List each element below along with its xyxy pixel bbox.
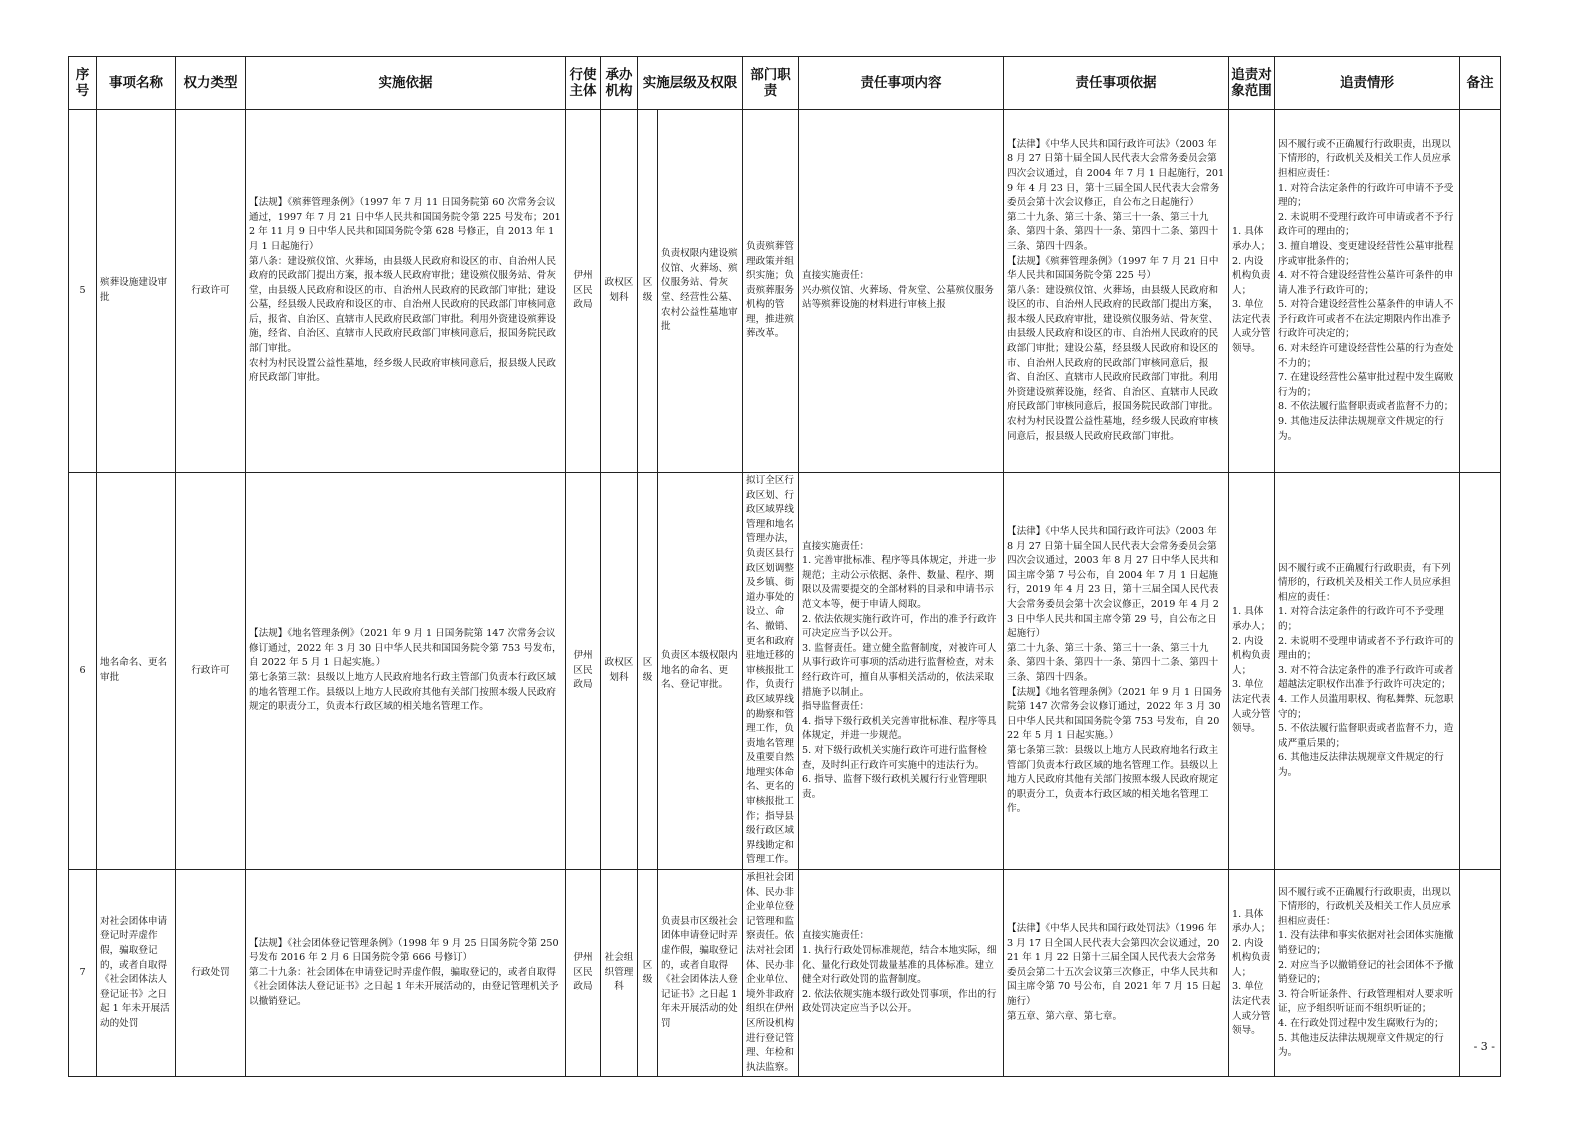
cell-scope: 1. 具体承办人； 2. 内设机构负责人； 3. 单位法定代表人或分管领导。 — [1229, 473, 1275, 870]
cell-level: 区级 — [638, 473, 658, 870]
table-row — [69, 110, 1501, 473]
cell-duty: 承担社会团体、民办非企业单位登记管理和监察责任。依法对社会团体、民办非企业单位、境外非政府组织在伊州区所设机构进行登记管理、年检和执法监察。 — [743, 870, 799, 1077]
cell-level: 区级 — [638, 870, 658, 1077]
cell-content: 直接实施责任： 兴办殡仪馆、火葬场、骨灰堂、公墓殡仪服务站等殡葬设施的材料进行审核上报 — [799, 110, 1004, 473]
cell-agency: 政权区划科 — [601, 473, 638, 870]
cell-situation: 因不履行或不正确履行行政职责，出现以下情形的，行政机关及相关工作人员应承担相应责任： 1. 对符合法定条件的行政许可申请不予受理的； 2. 未说明不受理行政许可申请或者不予行政许可的理由的； 3. 擅自增设、变更建设经营性公墓审批程序或审批条件的； 4. 对不符合建设经营性公墓许可条件的申请人准予行政许可的； 5. 对符合建设经营性公墓条件的申请人不予行政许可或者不在法定期限内作出准予行政许可决定的； 6. 对未经许可建设经营性公墓的行为查处不力的； 7. 在建设经营性公墓审批过程中发生腐败行为的； 8. 不依法履行监督职责或者监督不力的； 9. 其他违反法律法规规章文件规定的行为。 — [1275, 110, 1460, 473]
cell-level: 区级 — [638, 110, 658, 473]
cell-level-detail: 负责区本级权限内地名的命名、更名、登记审批。 — [658, 473, 743, 870]
cell-no: 6 — [69, 473, 97, 870]
cell-scope: 1. 具体承办人； 2. 内设机构负责人； 3. 单位法定代表人或分管领导。 — [1229, 110, 1275, 473]
cell-basis: 【法规】《地名管理条例》（2021 年 9 月 1 日国务院第 147 次常务会议修订通过，2022 年 3 月 30 日中华人民共和国国务院令第 753 号发布，自 2022 年 5 月 1 日起实施。） 第七条第三款：县级以上地方人民政府地名行政主管部门负责本行政区域的地名管理工作。县级以上地方人民政府其他有关部门按照本级人民政府规定的职责分工，负责本行政区域的相关地名管理工作。 — [246, 473, 566, 870]
header-resp-basis: 责任事项依据 — [1004, 57, 1229, 110]
table-row — [69, 870, 1501, 1077]
cell-remark — [1460, 473, 1501, 870]
table-row — [69, 473, 1501, 870]
cell-remark — [1460, 110, 1501, 473]
header-name: 事项名称 — [97, 57, 176, 110]
page-number: - 3 - — [1473, 1040, 1495, 1053]
cell-name: 殡葬设施建设审批 — [97, 110, 176, 473]
header-level: 实施层级及权限 — [638, 57, 743, 110]
header-duty: 部门职责 — [743, 57, 799, 110]
power-list-table — [68, 56, 1501, 1077]
cell-subject: 伊州区民政局 — [566, 110, 601, 473]
cell-basis: 【法规】《殡葬管理条例》（1997 年 7 月 11 日国务院第 60 次常务会议通过，1997 年 7 月 21 日中华人民共和国国务院令第 225 号发布；2012 年 11 月 9 日中华人民共和国国务院令第 628 号修正，自 2013 年 1 月 1 日起施行） 第八条：建设殡仪馆、火葬场，由县级人民政府和设区的市、自治州人民政府的民政部门提出方案，报本级人民政府审批；建设殡仪服务站、骨灰堂，由县级人民政府和设区的市、自治州人民政府的民政部门审批；建设公墓，经县级人民政府和设区的市、自治州人民政府的民政部门审核同意后，报省、自治区、直辖市人民政府民政部门审批。利用外资建设殡葬设施，经省、自治区、直辖市人民政府民政部门审核同意后，报国务院民政部门审批。 农村为村民设置公益性墓地，经乡级人民政府审核同意后，报县级人民政府民政部门审批。 — [246, 110, 566, 473]
cell-content: 直接实施责任： 1. 执行行政处罚标准规范，结合本地实际，细化、量化行政处罚裁量基准的具体标准。建立健全对行政处罚的监督制度。 2. 依法依规实施本级行政处罚事项，作出的行政处罚决定应当予以公开。 — [799, 870, 1004, 1077]
header-subject: 行使主体 — [566, 57, 601, 110]
header-no: 序号 — [69, 57, 97, 110]
cell-situation: 因不履行或不正确履行行政职责，有下列情形的，行政机关及相关工作人员应承担相应的责任： 1. 对符合法定条件的行政许可不予受理的； 2. 未说明不受理申请或者不予行政许可的理由的； 3. 对不符合法定条件的准予行政许可或者超越法定职权作出准予行政许可决定的； 4. 工作人员滥用职权、徇私舞弊、玩忽职守的； 5. 不依法履行监督职责或者监督不力，造成严重后果的； 6. 其他违反法律法规规章文件规定的行为。 — [1275, 473, 1460, 870]
header-basis: 实施依据 — [246, 57, 566, 110]
cell-no: 5 — [69, 110, 97, 473]
cell-resp-basis: 【法律】《中华人民共和国行政处罚法》（1996 年 3 月 17 日全国人民代表大会第四次会议通过，2021 年 1 月 22 日第十三届全国人民代表大会常务委员会第二十五次会议第三次修正，中华人民共和国主席令第 70 号公布，自 2021 年 7 月 15 日起施行） 第五章、第六章、第七章。 — [1004, 870, 1229, 1077]
cell-name: 地名命名、更名审批 — [97, 473, 176, 870]
cell-level-detail: 负责权限内建设殡仪馆、火葬场、殡仪服务站、骨灰堂、经营性公墓、农村公益性墓地审批 — [658, 110, 743, 473]
header-type: 权力类型 — [176, 57, 246, 110]
cell-no: 7 — [69, 870, 97, 1077]
header-agency: 承办机构 — [601, 57, 638, 110]
cell-resp-basis: 【法律】《中华人民共和国行政许可法》（2003 年 8 月 27 日第十届全国人民代表大会常务委员会第四次会议通过，2003 年 8 月 27 日中华人民共和国主席令第 7 号公布，自 2004 年 7 月 1 日起施行，2019 年 4 月 23 日，第十三届全国人民代表大会常务委员会第十次会议修正，2019 年 4 月 23 日中华人民共和国主席令第 29 号，自公布之日起施行） 第二十九条、第三十条、第三十一条、第三十九条、第四十条、第四十一条、第四十二条、第四十三条、第四十四条。 【法规】《地名管理条例》（2021 年 9 月 1 日国务院第 147 次常务会议修订通过，2022 年 3 月 30 日中华人民共和国国务院令第 753 号发布，自 2022 年 5 月 1 日起实施。） 第七条第三款：县级以上地方人民政府地名行政主管部门负责本行政区域的地名管理工作。县级以上地方人民政府其他有关部门按照本级人民政府规定的职责分工，负责本行政区域的相关地名管理工作。 — [1004, 473, 1229, 870]
table-header-row — [69, 57, 1501, 110]
cell-subject: 伊州区民政局 — [566, 473, 601, 870]
cell-situation: 因不履行或不正确履行行政职责，出现以下情形的，行政机关及相关工作人员应承担相应责任： 1. 没有法律和事实依据对社会团体实施撤销登记的； 2. 对应当予以撤销登记的社会团体不予撤销登记的； 3. 符合听证条件、行政管理相对人要求听证，应予组织听证而不组织听证的； 4. 在行政处罚过程中发生腐败行为的； 5. 其他违反法律法规规章文件规定的行为。 — [1275, 870, 1460, 1077]
cell-resp-basis: 【法律】《中华人民共和国行政许可法》（2003 年 8 月 27 日第十届全国人民代表大会常务委员会第四次会议通过，自 2004 年 7 月 1 日起施行，2019 年 4 月 23 日，第十三届全国人民代表大会常务委员会第十次会议修正，自公布之日起施行） 第二十九条、第三十条、第三十一条、第三十九条、第四十条、第四十一条、第四十二条、第四十三条、第四十四条。 【法规】《殡葬管理条例》（1997 年 7 月 21 日中华人民共和国国务院令第 225 号） 第八条：建设殡仪馆、火葬场，由县级人民政府和设区的市、自治州人民政府的民政部门提出方案，报本级人民政府审批，建设殡仪服务站、骨灰堂、由县级人民政府和设区的市、自治州人民政府的民政部门审批；建设公墓，经县级人民政府和设区的市、自治州人民政府的民政部门审核同意后，报省、自治区、直辖市人民政府民政部门审批。利用外资建设殡葬设施，经省、自治区、直辖市人民政府民政部门审核同意后，报国务院民政部门审批。 农村为村民设置公益性墓地，经乡级人民政府审核同意后，报县级人民政府民政部门审批。 — [1004, 110, 1229, 473]
cell-basis: 【法规】《社会团体登记管理条例》（1998 年 9 月 25 日国务院令第 250 号发布 2016 年 2 月 6 日国务院令第 666 号修订） 第二十九条：社会团体在申请登记时弄虚作假，骗取登记的，或者自取得《社会团体法人登记证书》之日起 1 年未开展活动的，由登记管理机关予以撤销登记。 — [246, 870, 566, 1077]
cell-duty: 负责殡葬管理政策并组织实施；负责殡葬服务机构的管理，推进殡葬改革。 — [743, 110, 799, 473]
power-list-sheet — [68, 56, 1501, 1077]
cell-scope: 1. 具体承办人； 2. 内设机构负责人； 3. 单位法定代表人或分管领导。 — [1229, 870, 1275, 1077]
cell-subject: 伊州区民政局 — [566, 870, 601, 1077]
cell-type: 行政许可 — [176, 110, 246, 473]
cell-content: 直接实施责任： 1. 完善审批标准、程序等具体规定，并进一步规范；主动公示依据、条件、数量、程序、期限以及需要提交的全部材料的目录和申请书示范文本等，便于申请人阅取。 2. 依法依规实施行政许可，作出的准予行政许可决定应当予以公开。 3. 监督责任。建立健全监督制度，对被许可人从事行政许可事项的活动进行监督检查，对未经行政许可，擅自从事相关活动的，依法采取措施予以制止。 指导监督责任： 4. 指导下级行政机关完善审批标准、程序等具体规定，并进一步规范。 5. 对下级行政机关实施行政许可进行监督检查，及时纠正行政许可实施中的违法行为。 6. 指导、监督下级行政机关履行行业管理职责。 — [799, 473, 1004, 870]
cell-type: 行政许可 — [176, 473, 246, 870]
cell-name: 对社会团体申请登记时弄虚作假，骗取登记的，或者自取得《社会团体法人登记证书》之日起 1 年未开展活动的处罚 — [97, 870, 176, 1077]
cell-agency: 社会组织管理科 — [601, 870, 638, 1077]
cell-level-detail: 负责县市区级社会团体申请登记时弄虚作假，骗取登记的，或者自取得《社会团体法人登记证书》之日起 1 年未开展活动的处罚 — [658, 870, 743, 1077]
header-situation: 追责情形 — [1275, 57, 1460, 110]
cell-duty: 拟订全区行政区划、行政区域界线管理和地名管理办法，负责区县行政区划调整及乡镇、街道办事处的设立、命名、撤销、更名和政府驻地迁移的审核报批工作，负责行政区域界线的勘察和管理工作，负责地名管理及重要自然地理实体命名、更名的审核报批工作；指导县级行政区域界线勘定和管理工作。 — [743, 473, 799, 870]
header-remark: 备注 — [1460, 57, 1501, 110]
header-scope: 追责对象范围 — [1229, 57, 1275, 110]
cell-type: 行政处罚 — [176, 870, 246, 1077]
header-content: 责任事项内容 — [799, 57, 1004, 110]
cell-agency: 政权区划科 — [601, 110, 638, 473]
